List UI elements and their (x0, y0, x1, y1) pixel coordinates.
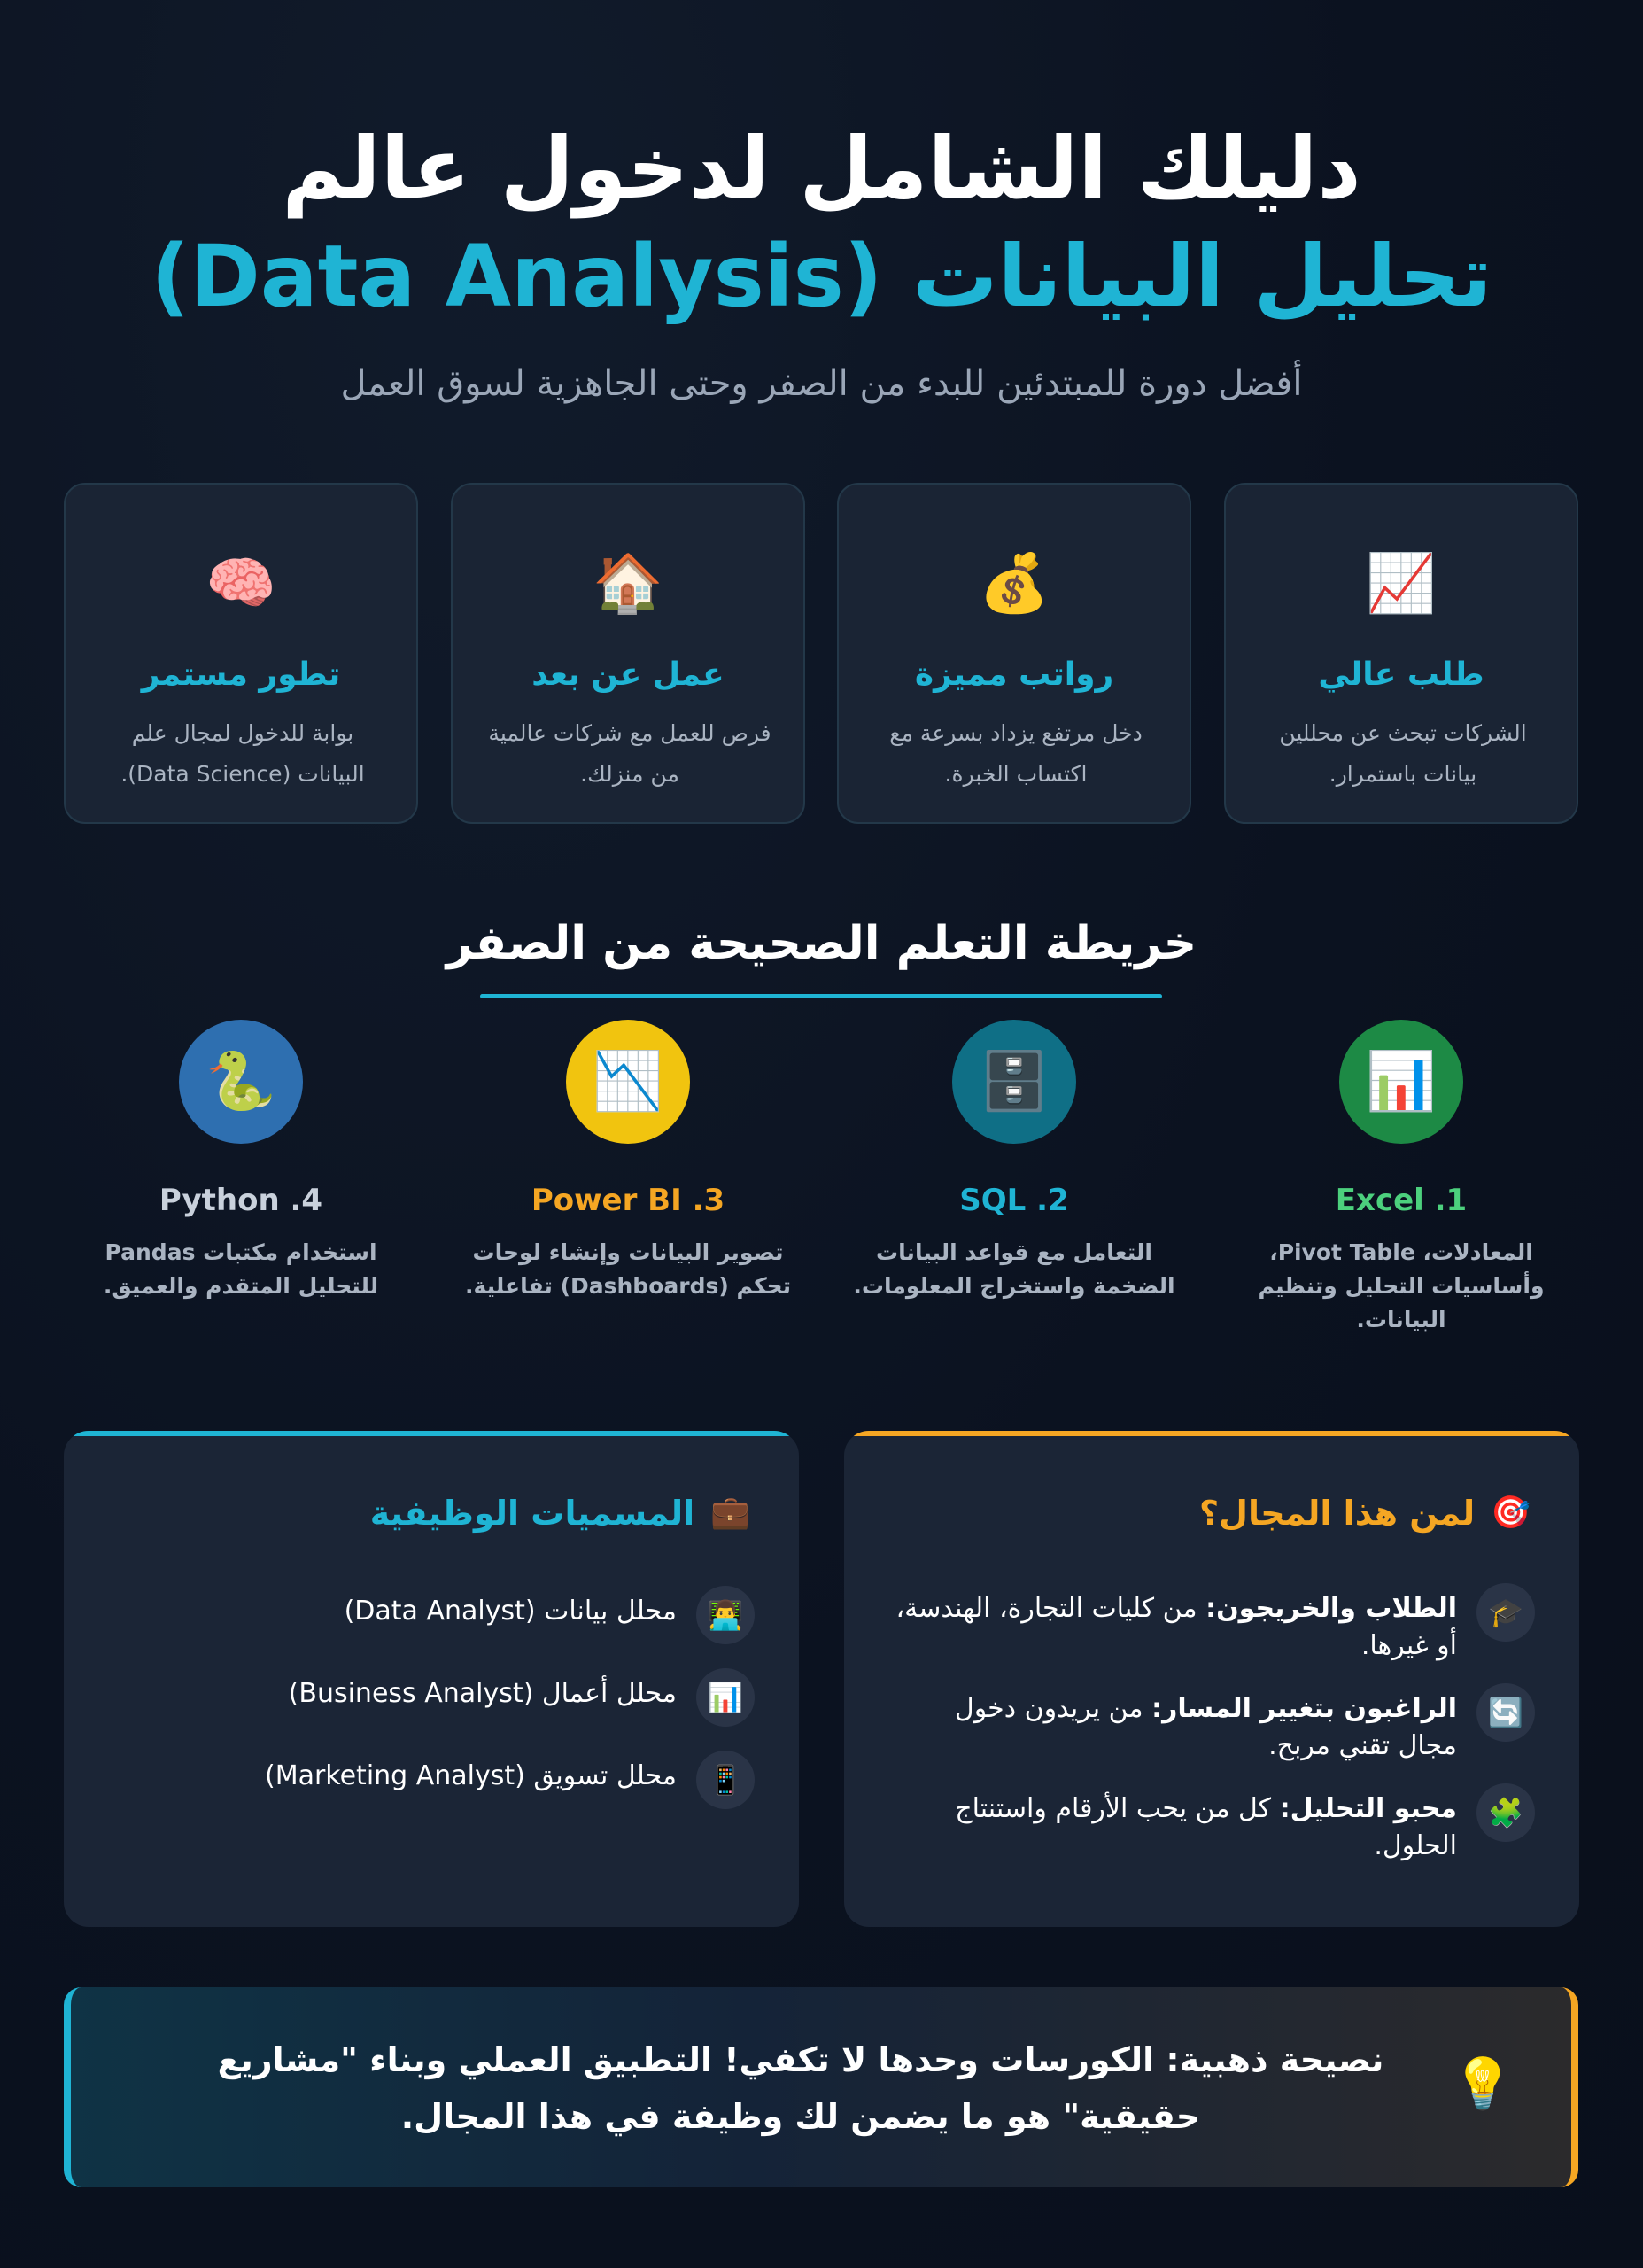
audience-item-text: كل من يحب الأرقام واستنتاج الحلول. (955, 1793, 1457, 1861)
step-text: استخدام مكتبات Pandas للتحليل المتقدم والعميق. (103, 1239, 379, 1299)
chart-increasing-icon: 📈 (1366, 551, 1437, 617)
step-text: المعادلات، Pivot Table، وأساسيات التحليل وتنظيم البيانات. (1258, 1239, 1545, 1332)
roadmap-underline (480, 994, 1162, 998)
audience-item-label: محبو التحليل: (1279, 1793, 1457, 1824)
job-item-text: محلل أعمال (Business Analyst) (288, 1678, 677, 1709)
job-item-text: محلل بيانات (Data Analyst) (344, 1596, 677, 1627)
brain-icon: 🧠 (205, 551, 276, 617)
feature-text: دخل مرتفع يزداد بسرعة مع اكتساب الخبرة. (889, 720, 1143, 787)
feature-title: رواتب مميزة (914, 656, 1114, 693)
refresh-icon: 🔄 (1476, 1683, 1535, 1742)
step-circle (566, 1020, 690, 1144)
audience-item-label: الراغبون بتغيير المسار: (1151, 1693, 1457, 1724)
job-item-text: محلل تسويق (Marketing Analyst) (264, 1760, 677, 1791)
step-circle (1339, 1020, 1463, 1144)
target-icon: 🎯 (1491, 1495, 1531, 1531)
feature-card-salaries (837, 483, 1191, 824)
audience-item-label: الطلاب والخريجون: (1205, 1593, 1457, 1624)
snake-icon: 🐍 (205, 1049, 276, 1115)
audience-heading (1199, 1488, 1531, 1538)
jobs-title: المسميات الوظيفية (369, 1494, 695, 1533)
feature-cards (64, 483, 1578, 824)
step-circle (179, 1020, 303, 1144)
feature-text: فرص للعمل مع شركات عالمية من منزلك. (488, 720, 771, 787)
golden-tip-text: نصيحة ذهبية: الكورسات وحدها لا تكفي! التطبيق العملي وبناء "مشاريع حقيقية" هو ما يضمن لك وظيفة في هذا المجال. (217, 2040, 1384, 2136)
light-bulb-icon: 💡 (1452, 2055, 1514, 2113)
golden-tip-banner (64, 1987, 1578, 2187)
roadmap-steps (64, 1014, 1578, 1351)
roadmap-step-sql (837, 1014, 1191, 1351)
job-item (345, 1586, 755, 1644)
step-title: Power BI .3 (531, 1183, 725, 1218)
roadmap-step-excel (1224, 1014, 1578, 1351)
panel-accent-bar (64, 1431, 799, 1436)
job-titles-panel (64, 1431, 799, 1927)
page-subtitle: أفضل دورة للمبتدئين للبدء من الصفر وحتى الجاهزية لسوق العمل (340, 363, 1303, 404)
mobile-phone-icon: 📱 (696, 1751, 755, 1809)
feature-title: تطور مستمر (141, 656, 341, 693)
panel-accent-bar (844, 1431, 1579, 1436)
feature-title: عمل عن بعد (531, 656, 725, 693)
feature-title: طلب عالي (1318, 656, 1484, 693)
step-circle (952, 1020, 1076, 1144)
technologist-icon: 👨‍💻 (696, 1586, 755, 1644)
jobs-heading (370, 1488, 750, 1538)
roadmap-step-power-bi (451, 1014, 805, 1351)
bar-chart-icon: 📊 (696, 1668, 755, 1727)
chart-decreasing-icon: 📉 (593, 1049, 663, 1115)
job-item (265, 1751, 755, 1809)
audience-item (890, 1783, 1535, 1865)
feature-card-growth (64, 483, 418, 824)
file-cabinet-icon: 🗄️ (979, 1049, 1050, 1115)
roadmap-title: خريطة التعلم الصحيحة من الصفر (446, 917, 1197, 970)
step-title: Excel .1 (1335, 1183, 1468, 1218)
feature-text: بوابة للدخول لمجال علم البيانات (Data Science). (120, 720, 365, 787)
audience-item (890, 1583, 1535, 1665)
graduation-cap-icon: 🎓 (1476, 1583, 1535, 1642)
page-title-highlight: تحليل البيانات (Data Analysis) (151, 227, 1492, 326)
briefcase-icon: 💼 (710, 1495, 750, 1531)
page-title: دليلك الشامل لدخول عالم (282, 119, 1361, 218)
bar-chart-icon: 📊 (1366, 1049, 1437, 1115)
step-title: SQL .2 (959, 1183, 1069, 1218)
step-title: Python .4 (159, 1183, 323, 1218)
step-text: التعامل مع قواعد البيانات الضخمة واستخراج المعلومات. (853, 1239, 1175, 1299)
money-bag-icon: 💰 (979, 551, 1050, 617)
roadmap-step-python (64, 1014, 418, 1351)
audience-title: لمن هذا المجال؟ (1199, 1494, 1476, 1533)
feature-card-high-demand (1224, 483, 1578, 824)
feature-text: الشركات تبحث عن محللين بيانات باستمرار. (1279, 720, 1527, 787)
feature-card-remote-work (451, 483, 805, 824)
audience-item-text: من يريدون دخول مجال تقني مربح. (954, 1693, 1457, 1761)
audience-item-text: من كليات التجارة، الهندسة، أو غيرها. (895, 1593, 1457, 1661)
house-icon: 🏠 (593, 551, 663, 617)
audience-panel (844, 1431, 1579, 1927)
puzzle-icon: 🧩 (1476, 1783, 1535, 1842)
audience-item (890, 1683, 1535, 1765)
job-item (289, 1668, 755, 1727)
step-text: تصوير البيانات وإنشاء لوحات تحكم (Dashboards) تفاعلية. (464, 1239, 792, 1299)
